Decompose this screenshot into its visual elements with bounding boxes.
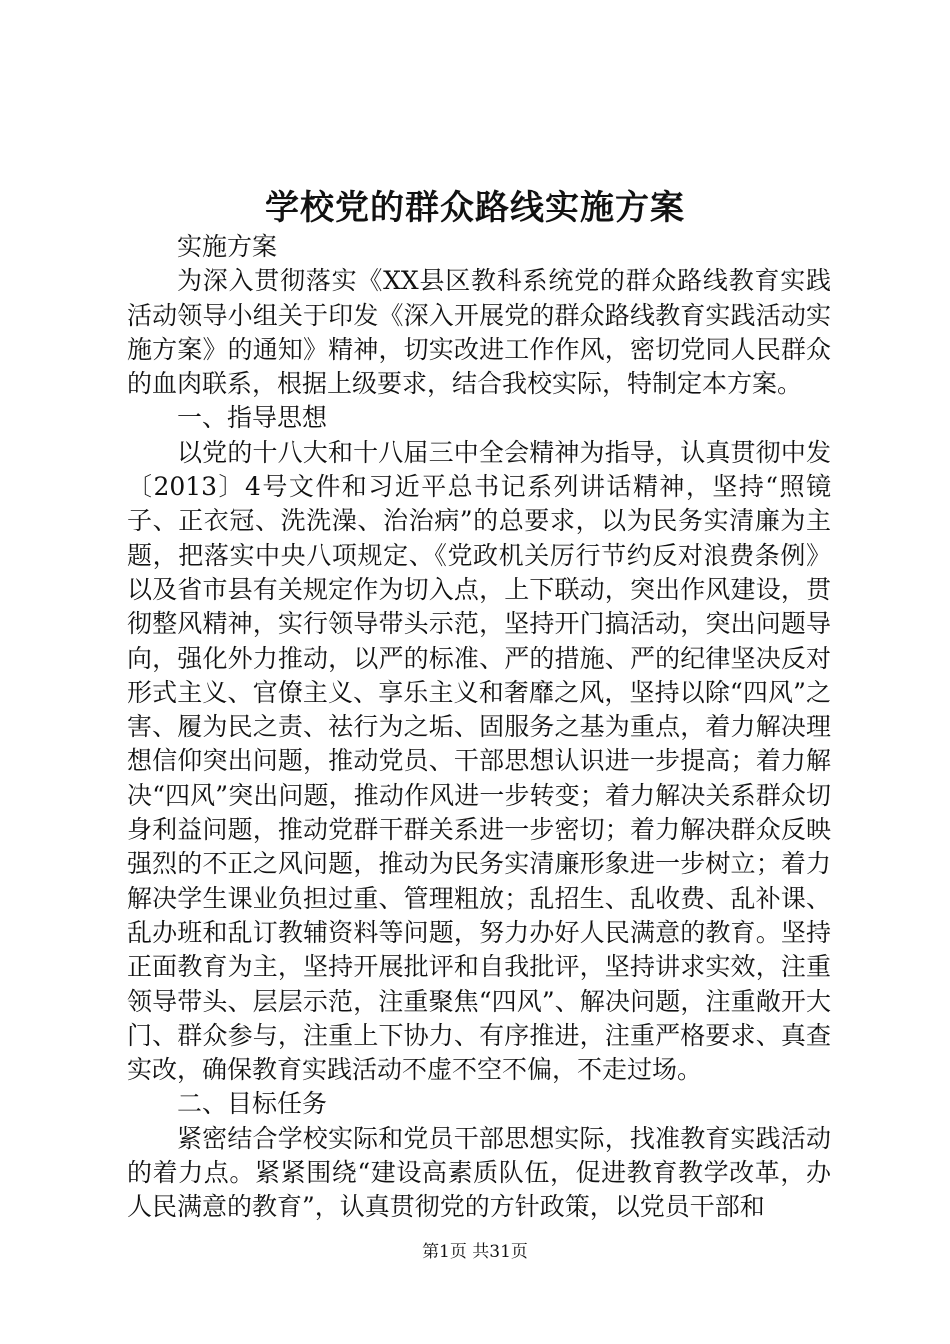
paragraph-heading-plan: 实施方案 (177, 232, 278, 261)
paragraph-goals: 紧密结合学校实际和党员干部思想实际，找准教育实践活动的着力点。紧紧围绕“建设高素质队伍，促进教育教学改革，办人民满意的教育”，认真贯彻党的方针政策，以党员干部和 (127, 1123, 831, 1222)
section-heading-guiding-ideology: 一、指导思想 (177, 403, 328, 433)
document-body (127, 230, 831, 1225)
section-heading-goals: 二、目标任务 (177, 1089, 328, 1119)
page-number-footer: 第1页 共31页 (422, 1242, 528, 1262)
document-title: 学校党的群众路线实施方案 (265, 188, 685, 228)
paragraph-guiding-ideology: 以党的十八大和十八届三中全会精神为指导，认真贯彻中发〔2013〕4号文件和习近平总书记系列讲话精神，坚持“照镜子、正衣冠、洗洗澡、治治病”的总要求，以为民务实清廉为主题，把落实中央八项规定、《党政机关厉行节约反对浪费条例》以及省市县有关规定作为切入点，上下联动，突出作风建设，贯彻整风精神，实行领导带头示范，坚持开门搞活动，突出问题导向，强化外力推动，以严的标准、严的措施、严的纪律坚决反对形式主义、官僚主义、享乐主义和奢靡之风，坚持以除“四风”之害、履为民之责、祛行为之垢、固服务之基为重点，着力解决理想信仰突出问题，推动党员、干部思想认识进一步提高；着力解决“四风”突出问题，推动作风进一步转变；着力解决关系群众切身利益问题，推动党群干群关系进一步密切；着力解决群众反映强烈的不正之风问题，推动为民务实清廉形象进一步树立；着力解决学生课业负担过重、管理粗放；乱招生、乱收费、乱补课、乱办班和乱订教辅资料等问题，努力办好人民满意的教育。坚持正面教育为主，坚持开展批评和自我批评，坚持讲求实效，注重领导带头、层层示范，注重聚焦“四风”、解决问题，注重敞开大门、群众参与，注重上下协力、有序推进，注重严格要求、真查实改，确保教育实践活动不虚不空不偏，不走过场。 (127, 437, 831, 1085)
paragraph-intro: 为深入贯彻落实《XX县区教科系统党的群众路线教育实践活动领导小组关于印发《深入开展党的群众路线教育实践活动实施方案》的通知》精神，切实改进工作作风，密切党同人民群众的血肉联系，根据上级要求，结合我校实际，特制定本方案。 (127, 266, 831, 399)
